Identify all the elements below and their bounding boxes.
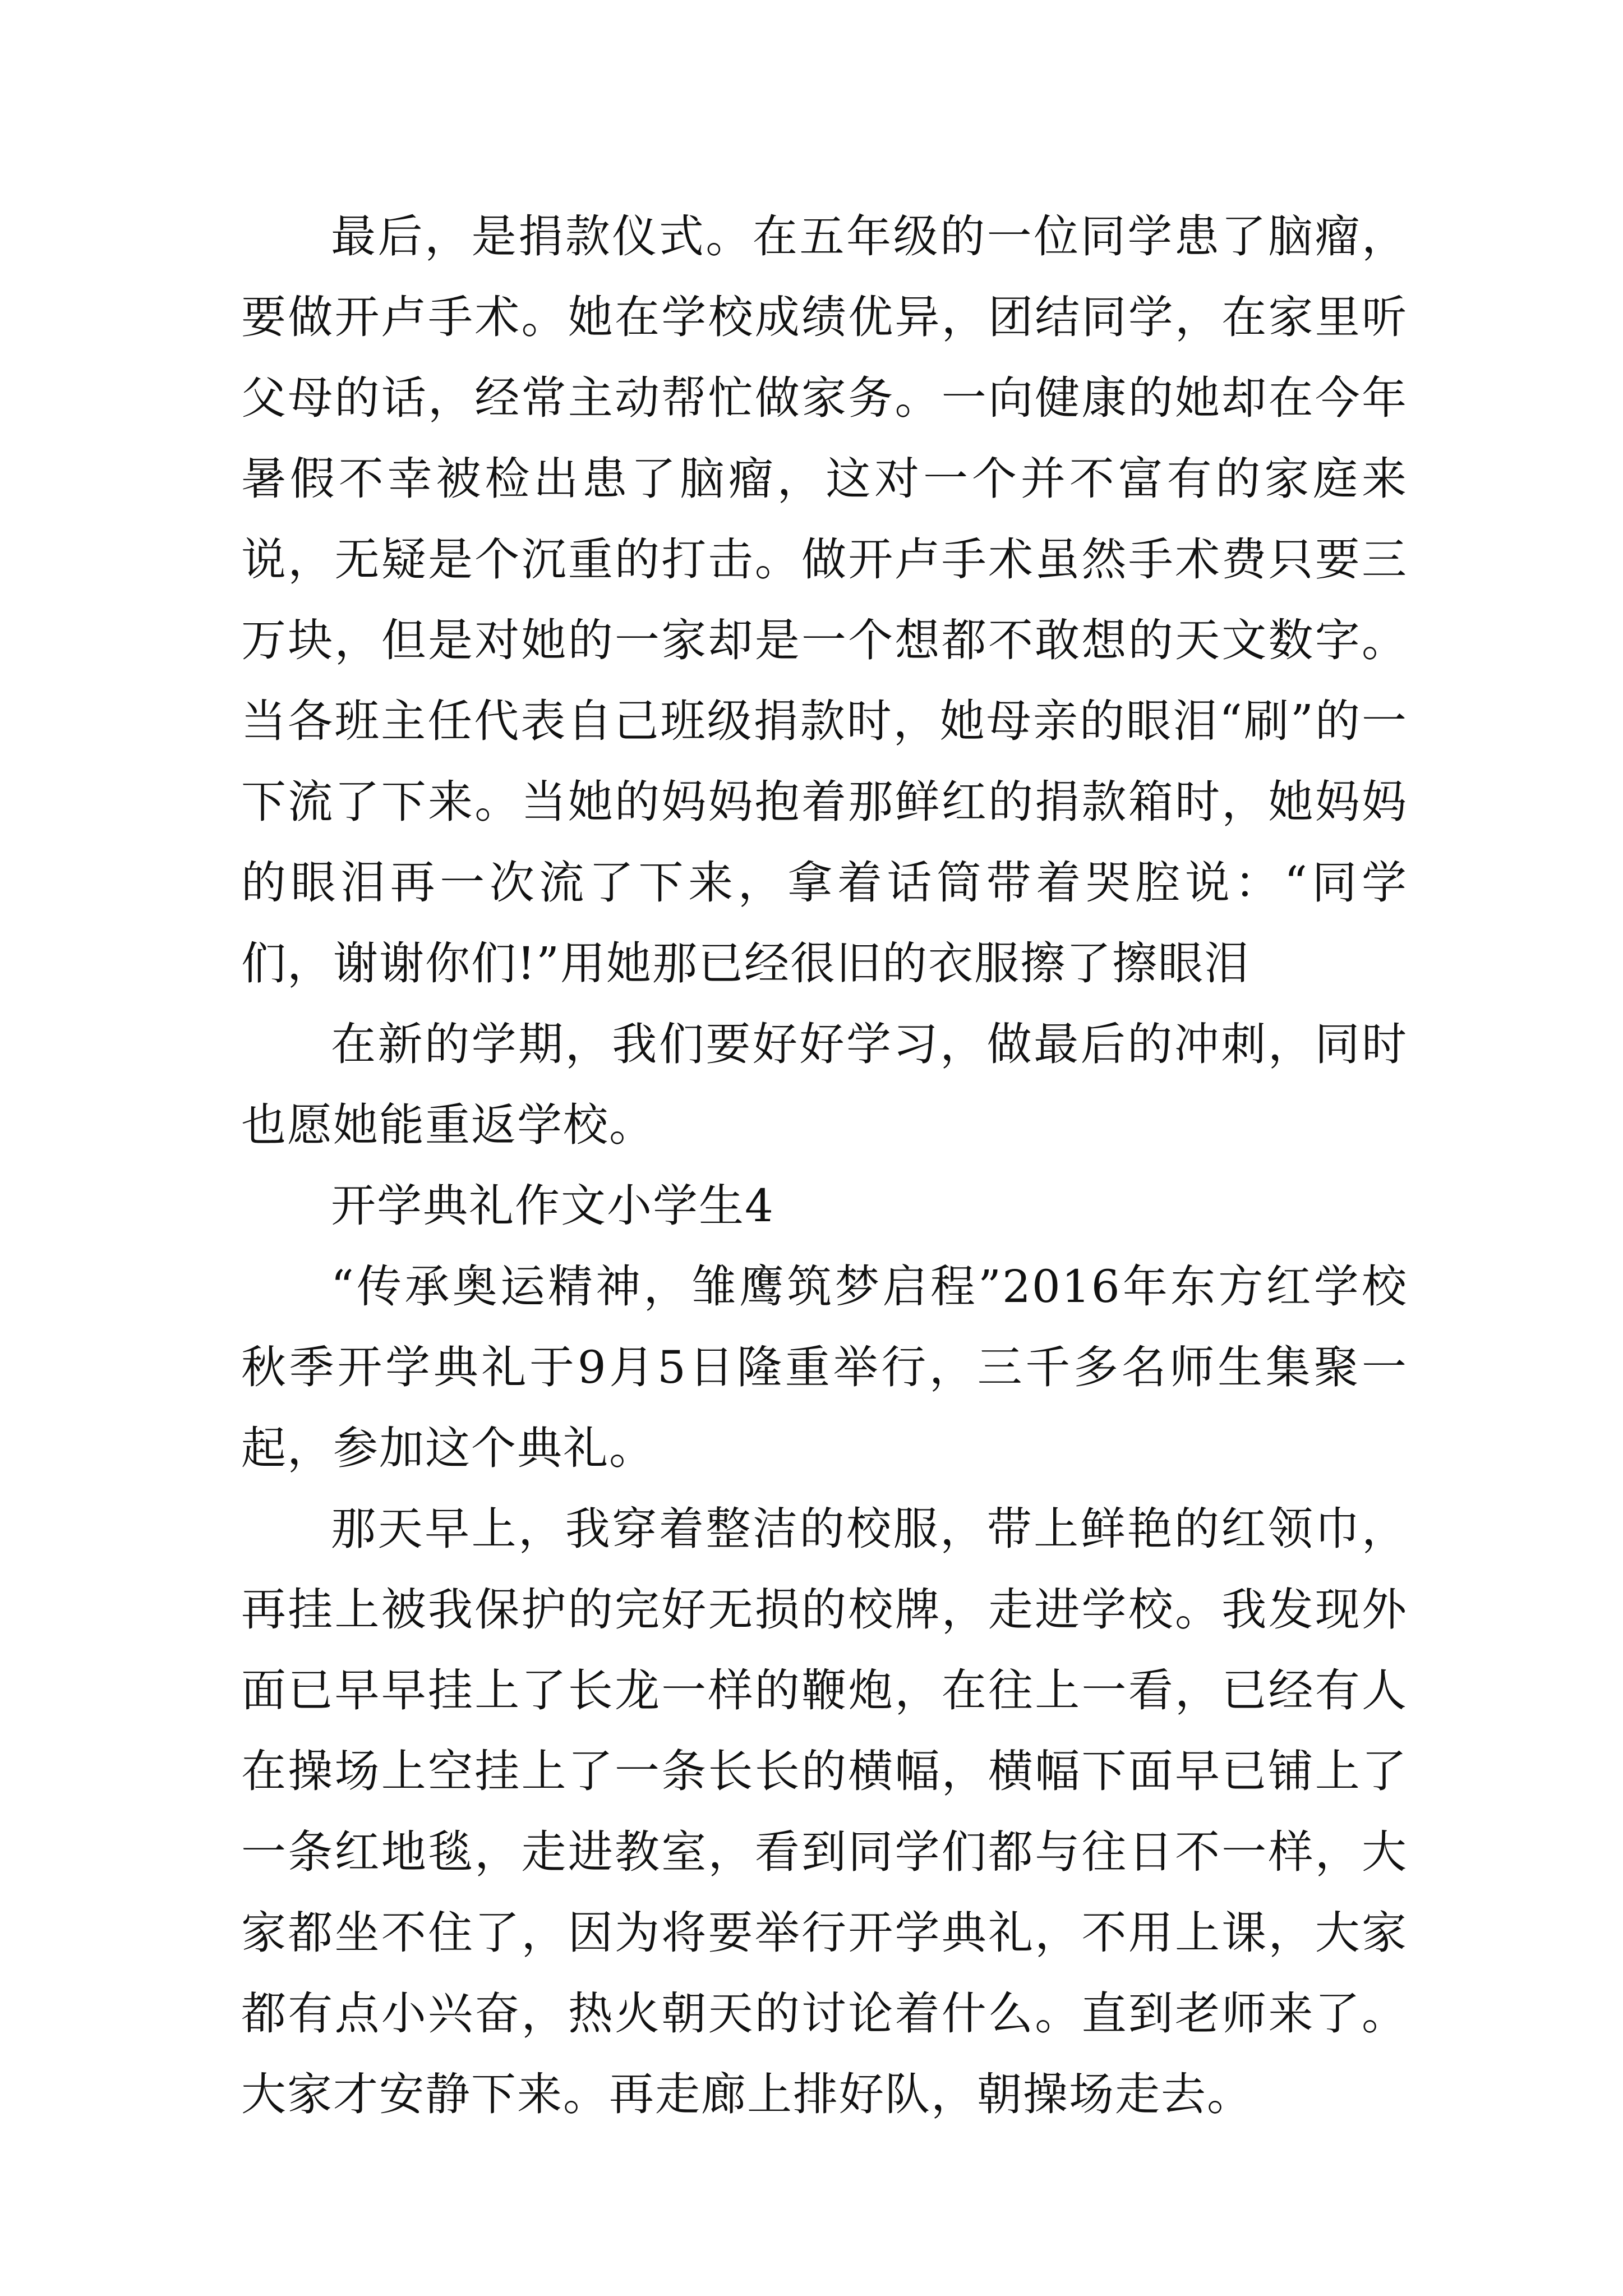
paragraph-new-semester: 在新的学期，我们要好好学习，做最后的冲刺，同时也愿她能重返学校。 (241, 1018, 1408, 1151)
paragraph-opening-ceremony: “传承奥运精神，雏鹰筑梦启程”2016年东方红学校秋季开学典礼于9月5日隆重举行，三千多名师生集聚一起，参加这个典礼。 (241, 1260, 1408, 1474)
document-body (241, 196, 1408, 2135)
section-heading: 开学典礼作文小学生4 (331, 1180, 774, 1232)
paragraph-donation-ceremony: 最后，是捐款仪式。在五年级的一位同学患了脑瘤，要做开卢手术。她在学校成绩优异，团结同学，在家里听父母的话，经常主动帮忙做家务。一向健康的她却在今年暑假不幸被检出患了脑瘤，这对一个并不富有的家庭来说，无疑是个沉重的打击。做开卢手术虽然手术费只要三万块，但是对她的一家却是一个想都不敢想的天文数字。当各班主任代表自己班级捐款时，她母亲的眼泪“刷”的一下流了下来。当她的妈妈抱着那鲜红的捐款箱时，她妈妈的眼泪再一次流了下来，拿着话筒带着哭腔说：“同学们，谢谢你们!”用她那已经很旧的衣服擦了擦眼泪 (241, 210, 1408, 990)
paragraph-that-morning: 那天早上，我穿着整洁的校服，带上鲜艳的红领巾，再挂上被我保护的完好无损的校牌，走进学校。我发现外面已早早挂上了长龙一样的鞭炮，在往上一看，已经有人在操场上空挂上了一条长长的横幅，横幅下面早已铺上了一条红地毯，走进教室，看到同学们都与往日不一样，大家都坐不住了，因为将要举行开学典礼，不用上课，大家都有点小兴奋，热火朝天的讨论着什么。直到老师来了。大家才安静下来。再走廊上排好队，朝操场走去。 (241, 1503, 1408, 2120)
